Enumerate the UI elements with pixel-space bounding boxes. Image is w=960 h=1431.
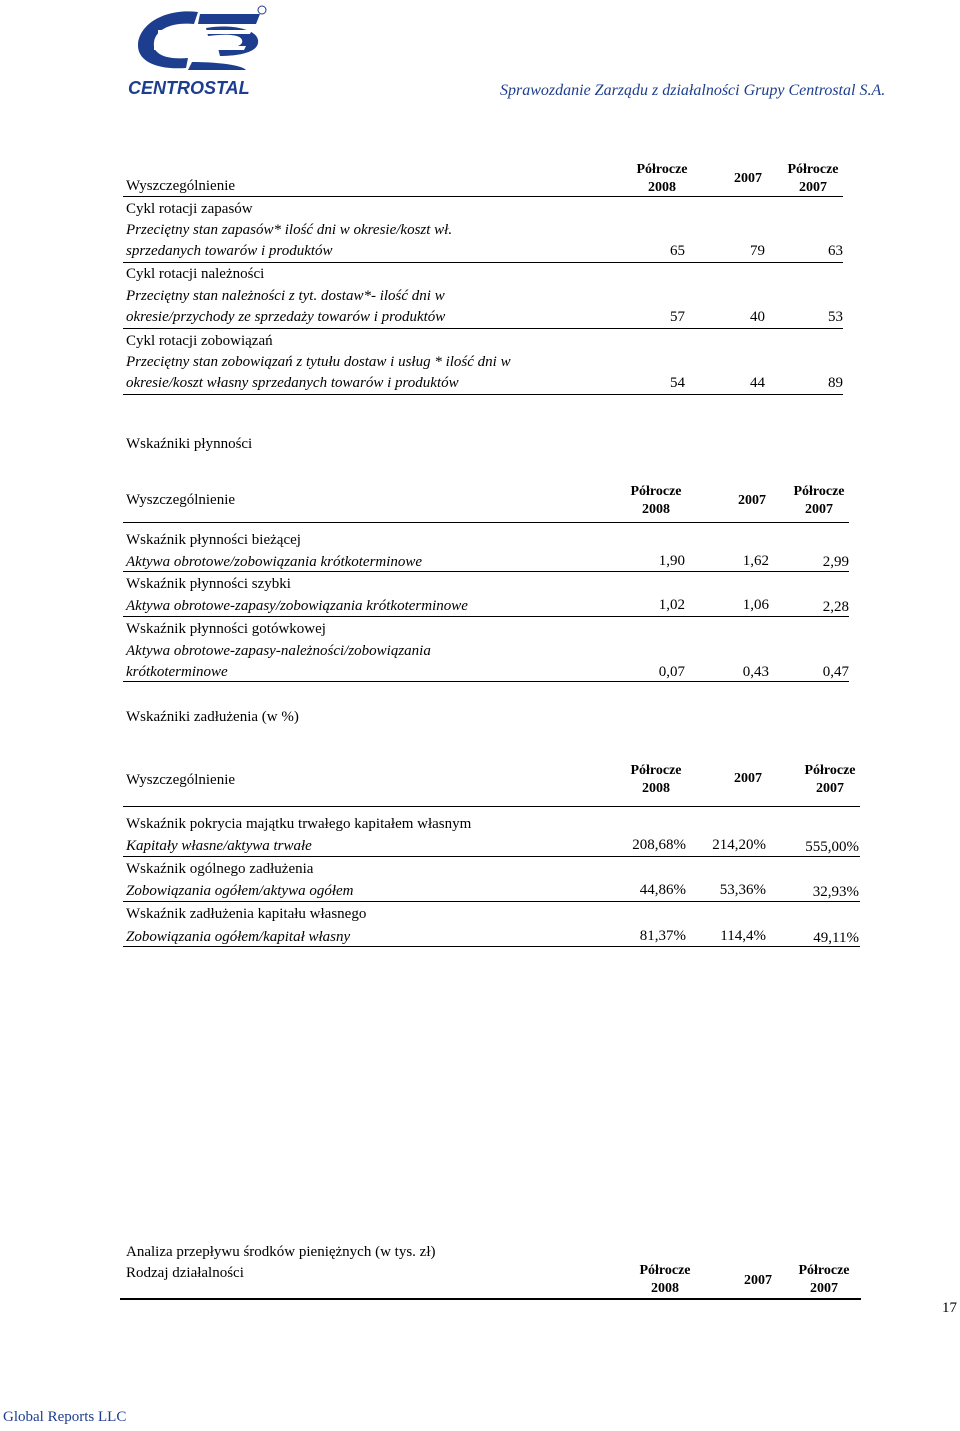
col-header-h2: 2007: [734, 171, 762, 186]
table1-row1-title: Cykl rotacji zapasów: [126, 201, 253, 217]
s4-col-header-h2: 2007: [744, 1273, 772, 1288]
s3-col-header-h2: 2007: [734, 771, 762, 786]
section2-row3-v2: 0,43: [742, 664, 769, 680]
section2-row1-rule: [123, 571, 849, 572]
section3-row1-formula: Kapitały własne/aktywa trwałe: [126, 838, 312, 854]
section3-row1-v1: 208,68%: [632, 837, 686, 853]
section3-header-rule: [123, 806, 860, 807]
s3-col-header-h1: Półrocze 2008: [630, 763, 682, 796]
section3-row2-title: Wskaźnik ogólnego zadłużenia: [126, 861, 314, 877]
table1-row3-rule: [123, 394, 843, 395]
section2-row1-v1: 1,90: [658, 553, 685, 569]
section3-row1-title: Wskaźnik pokrycia majątku trwałego kapitałem własnym: [126, 816, 472, 832]
table1-row2-v1: 57: [670, 309, 685, 325]
table1-row2-v2: 40: [750, 309, 765, 325]
s2-col-header-h3: Półrocze 2007: [793, 484, 845, 517]
page-number: 17: [942, 1300, 957, 1316]
section2-row3-formula: Aktywa obrotowe-zapasy-należności/zobowiązania: [126, 643, 431, 659]
section2-row2-title: Wskaźnik płynności szybki: [126, 576, 291, 592]
table1-row3-title: Cykl rotacji zobowiązań: [126, 333, 273, 349]
table1-column-label: Wyszczególnienie: [126, 178, 236, 194]
section2-row2-v2: 1,06: [742, 597, 769, 613]
section3-row2-formula: Zobowiązania ogółem/aktywa ogółem: [126, 883, 354, 899]
logo-text: CENTROSTAL: [128, 78, 250, 98]
table1-row2-v3: 53: [828, 309, 843, 325]
section2-column-label: Wyszczególnienie: [126, 492, 236, 508]
table1-row2-title: Cykl rotacji należności: [126, 266, 265, 282]
section3-row3-title: Wskaźnik zadłużenia kapitału własnego: [126, 906, 367, 922]
section2-header-rule: [123, 522, 849, 523]
table1-row2-formula: Przeciętny stan należności z tyt. dostaw*- ilość dni w: [126, 288, 445, 304]
section4-header-rule: [120, 1298, 861, 1300]
section3-row1-v3: 555,00%: [805, 839, 859, 855]
table1-row1-v2: 79: [750, 243, 765, 259]
section3-row2-v1: 44,86%: [639, 882, 686, 898]
document-header-title: Sprawozdanie Zarządu z działalności Grupy Centrostal S.A.: [500, 82, 886, 99]
section2-row2-v1: 1,02: [658, 597, 685, 613]
table1-row3-formula: Przeciętny stan zobowiązań z tytułu dostaw i usług * ilość dni w: [126, 354, 511, 370]
table1-row1-formula2: sprzedanych towarów i produktów: [126, 243, 333, 259]
section2-heading: Wskaźniki płynności: [126, 436, 253, 452]
col-header-h1: Półrocze 2008: [636, 162, 688, 195]
section3-row3-v2: 114,4%: [720, 928, 766, 944]
s2-col-header-h1: Półrocze 2008: [630, 484, 682, 517]
section3-row3-formula: Zobowiązania ogółem/kapitał własny: [126, 929, 351, 945]
section2-row1-v3: 2,99: [822, 554, 849, 570]
section3-row2-v2: 53,36%: [719, 882, 766, 898]
table1-row3-formula2: okresie/koszt własny sprzedanych towarów i produktów: [126, 375, 459, 391]
section2-row3-rule: [123, 681, 849, 682]
table1-row3-v2: 44: [750, 375, 765, 391]
table1-header-rule: [123, 196, 843, 197]
section2-row2-formula: Aktywa obrotowe-zapasy/zobowiązania krótkoterminowe: [126, 598, 468, 614]
section2-row2-rule: [123, 616, 849, 617]
section2-row3-title: Wskaźnik płynności gotówkowej: [126, 621, 326, 637]
table1-row1-v3: 63: [828, 243, 843, 259]
section2-row3-v1: 0,07: [658, 664, 685, 680]
section3-row2-v3: 32,93%: [812, 884, 859, 900]
section3-row2-rule: [123, 901, 860, 902]
section2-row3-formula2: krótkoterminowe: [126, 664, 228, 680]
table1-row1-rule: [123, 262, 843, 263]
section3-heading: Wskaźniki zadłużenia (w %): [126, 709, 299, 725]
section2-row1-formula: Aktywa obrotowe/zobowiązania krótkoterminowe: [126, 554, 423, 570]
section3-column-label: Wyszczególnienie: [126, 772, 236, 788]
section3-row1-rule: [123, 856, 860, 857]
s3-col-header-h3: Półrocze 2007: [804, 763, 856, 796]
s4-col-header-h1: Półrocze 2008: [639, 1263, 691, 1296]
section2-row2-v3: 2,28: [822, 599, 849, 615]
section2-row1-title: Wskaźnik płynności bieżącej: [126, 532, 301, 548]
s4-col-header-h3: Półrocze 2007: [798, 1263, 850, 1296]
section3-row3-v1: 81,37%: [639, 928, 686, 944]
table1-row2-rule: [123, 328, 843, 329]
section3-row1-v2: 214,20%: [712, 837, 766, 853]
section4-heading: Analiza przepływu środków pieniężnych (w tys. zł): [126, 1244, 436, 1260]
col-header-h3: Półrocze 2007: [787, 162, 839, 195]
section2-row1-v2: 1,62: [742, 553, 769, 569]
s2-col-header-h2: 2007: [738, 493, 766, 508]
section4-column-label: Rodzaj działalności: [126, 1265, 244, 1281]
section2-row3-v3: 0,47: [822, 664, 849, 680]
section3-row3-rule: [123, 946, 860, 947]
table1-row2-formula2: okresie/przychody ze sprzedaży towarów i produktów: [126, 309, 446, 325]
table1-row3-v3: 89: [828, 375, 843, 391]
table1-row1-v1: 65: [670, 243, 685, 259]
table1-row3-v1: 54: [670, 375, 685, 391]
table1-row1-formula: Przeciętny stan zapasów* ilość dni w okresie/koszt wł.: [126, 222, 453, 238]
section3-row3-v3: 49,11%: [813, 930, 859, 946]
footer-brand: Global Reports LLC: [3, 1409, 127, 1425]
company-logo: [128, 4, 268, 98]
